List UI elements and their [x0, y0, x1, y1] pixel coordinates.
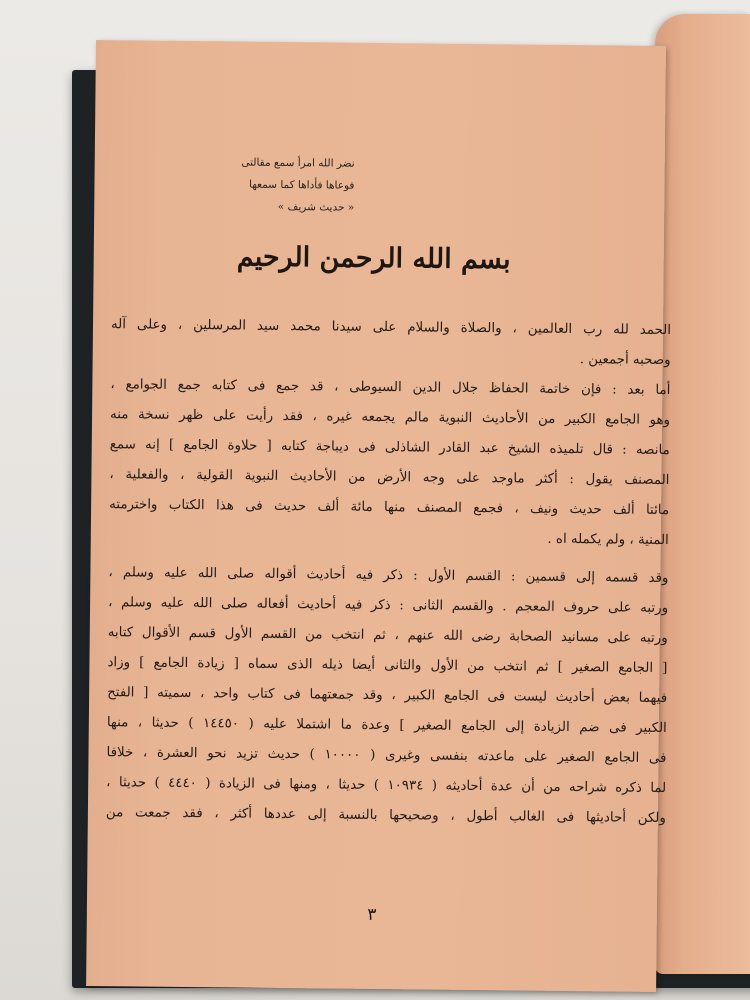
text-line: وقد قسمه إلى قسمين : القسم الأول : ذكر فيه أحاديث أقواله صلى الله عليه وسلم ، [108, 565, 669, 587]
text-line: وصحبه أجمعين . [579, 352, 671, 369]
text-line: أما بعد : فإن خاتمة الحفاظ جلال الدين السيوطى ، قد جمع فى كتابه جمع الجوامع ، [110, 377, 671, 399]
text-line: مانصه : قال تلميذه الشيخ عبد القادر الشاذلى فى ديباجة كتابه [ حلاوة الجامع ] إنه سمع [109, 437, 670, 459]
text-line: المنية ، ولم يكمله اه . [547, 531, 669, 549]
text-line: وهو الجامع الكبير من الأحاديث النبوية مالم يجمعه غيره ، فقد رأيت على ظهر نسخة منه [109, 407, 671, 429]
epigraph-line-2: فوعاها فأداها كما سمعها [248, 178, 355, 192]
basmala-heading: بسم الله الرحمن الرحيم [236, 241, 511, 276]
epigraph-attribution: « حديث شريف » [277, 200, 355, 214]
text-line: المصنف يقول : أكثر ماوجد على وجه الأرض من الأحاديث النبوية القولية ، والفعلية ، [109, 467, 670, 489]
epigraph-line-1: نضر الله امرأ سمع مقالتى [241, 156, 355, 170]
page-number: ٣ [367, 904, 377, 925]
text-line: الحمد لله رب العالمين ، والصلاة والسلام على سيدنا محمد سيد المرسلين ، وعلى آله [110, 317, 672, 339]
text-line: ولكن أحاديثها فى الغالب أطول ، وصحيحها بالنسبة إلى عددها أكثر ، فقد جمعت من [105, 805, 666, 827]
epigraph [164, 151, 355, 219]
text-line: مائتا ألف حديث ونيف ، فجمع المصنف منها مائة ألف حديث فى هذا الكتاب واخترمته [109, 497, 670, 519]
text-line: ورتبه على مسانيد الصحابة رضى الله عنهم ، ثم انتخب من القسم الأول قسم الأقوال كتابه [107, 625, 668, 647]
page-body-text [106, 310, 671, 834]
text-line: فيهما بعض أحاديث ليست فى الجامع الكبير ، وقد جمعتهما فى كتاب واحد ، سميته [ الفتح [107, 685, 668, 707]
text-line: فى الجامع الصغير على ماعدته بنفسى وغيرى ( ١٠٠٠٠ ) حديث تزيد نحو العشرة ، خلافا [106, 745, 667, 767]
text-line: لما ذكره شراحه من أن عدة أحاديثه ( ١٠٩٣٤ ) حديثا ، ومنها فى الزيادة ( ٤٤٤٠ ) حديثا ، [106, 775, 667, 797]
text-line: ورتبه على حروف المعجم . والقسم الثانى : ذكر فيه أحاديث أفعاله صلى الله عليه وسلم ، [108, 595, 669, 617]
book-page [86, 40, 672, 992]
text-line: الكبير فى ضم الزيادة إلى الجامع الصغير ] وعدة ما اشتملا عليه ( ١٤٤٥٠ ) حديثا ، منها [106, 715, 667, 737]
text-line: [ الجامع الصغير ] ثم انتخب من الأول والثانى أيضا ذيله الذى سماه [ زيادة الجامع ] وزاد [107, 655, 668, 677]
